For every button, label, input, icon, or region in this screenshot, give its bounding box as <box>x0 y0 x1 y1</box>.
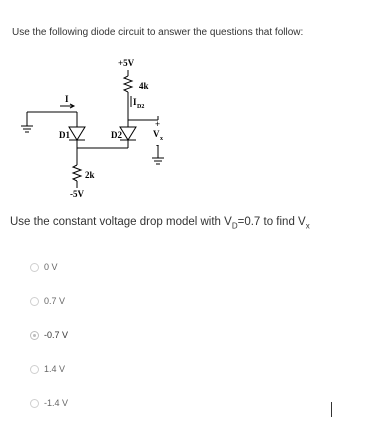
vminus-label: -5V <box>70 189 84 199</box>
option-label: 1.4 V <box>44 364 66 374</box>
resistor-4k <box>124 76 132 92</box>
option-label: -0.7 V <box>44 330 69 340</box>
option-neg-0-7v[interactable] <box>30 330 68 340</box>
radio-button-selected[interactable] <box>30 331 39 340</box>
d1-label: D1 <box>59 130 70 140</box>
vx-sub-label: x <box>160 136 163 142</box>
option-label: 0 V <box>44 262 58 272</box>
resistor-2k <box>73 165 81 181</box>
option-label: -1.4 V <box>44 398 69 408</box>
d2-label: D2 <box>111 130 122 140</box>
radio-button[interactable] <box>30 399 39 408</box>
id2-sub-label: D2 <box>137 104 145 110</box>
vx-plus-label: + <box>155 119 161 129</box>
diode-d2 <box>120 127 136 140</box>
option-neg-1-4v[interactable] <box>30 398 68 408</box>
vx-label: V <box>153 129 160 139</box>
question-text: Use the constant voltage drop model with $V_D=0.7$ to find $V_x$ <box>10 216 310 231</box>
option-0v[interactable] <box>30 262 58 272</box>
id2-label: I <box>133 97 137 107</box>
radio-button[interactable] <box>30 365 39 374</box>
radio-button[interactable] <box>30 263 39 272</box>
option-0-7v[interactable] <box>30 296 65 306</box>
option-1-4v[interactable] <box>30 364 65 374</box>
current-i-label: I <box>65 94 69 104</box>
vplus-label: +5V <box>118 58 135 68</box>
vx-minus-label: - <box>156 140 159 150</box>
radio-button[interactable] <box>30 297 39 306</box>
diode-d1 <box>69 127 85 140</box>
text-cursor <box>331 402 332 417</box>
r-top-label: 4k <box>139 81 149 91</box>
intro-text: Use the following diode circuit to answer the questions that follow: <box>12 27 304 38</box>
option-label: 0.7 V <box>44 296 66 306</box>
diode-circuit-diagram <box>0 0 368 210</box>
r-bottom-label: 2k <box>85 170 95 180</box>
